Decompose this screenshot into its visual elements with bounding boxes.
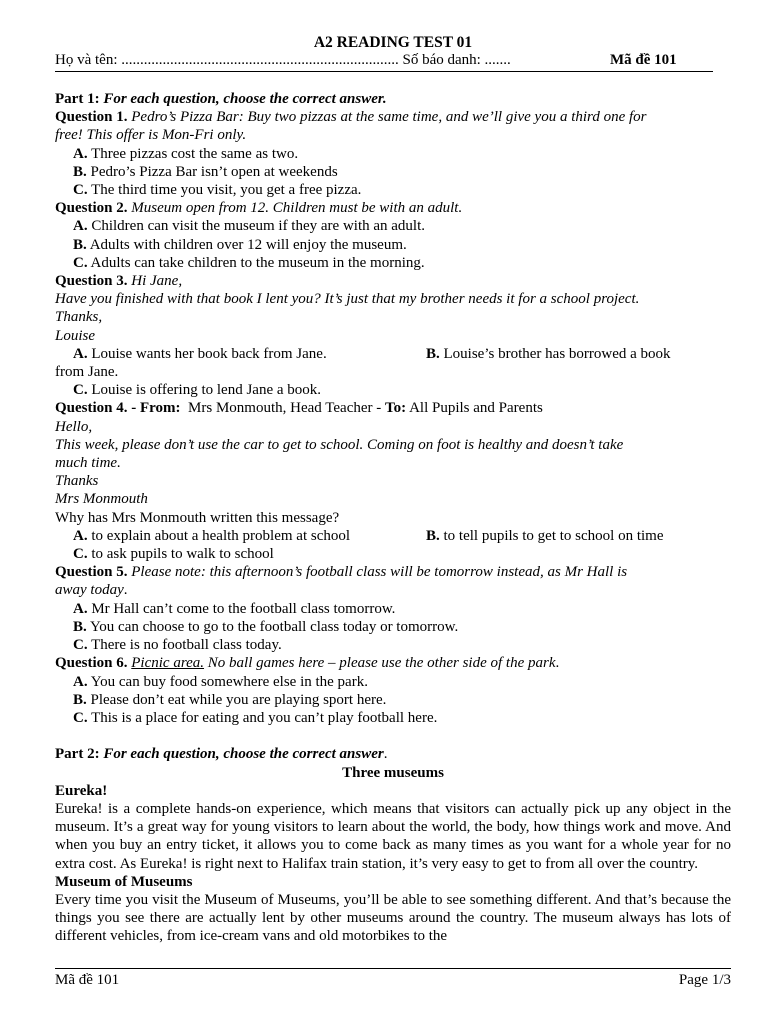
part2-reading-title: Three museums [342,764,444,781]
q6-option-a: A. You can buy food somewhere else in the park. [73,673,368,690]
q3-signature: Louise [55,327,96,344]
q1-option-a: A. Three pizzas cost the same as two. [73,145,299,162]
name-field: Họ và tên: .......................................................................... Số báo danh: ....... [55,52,511,68]
q1-option-b: B. Pedro’s Pizza Bar isn’t open at weekends [73,163,338,180]
q3-option-b: B. Louise’s brother has borrowed a book [426,345,671,362]
q2-stem: Question 2. Museum open from 12. Children must be with an adult. [55,200,463,217]
q5-option-a: A. Mr Hall can’t come to the football class tomorrow. [73,600,396,617]
q2-option-c: C. Adults can take children to the museum in the morning. [73,254,425,271]
q4-body-cont: much time. [55,455,121,472]
footer-page-number: Page 1/3 [678,972,731,988]
q3-thanks: Thanks, [55,309,103,326]
q3-option-c: C. Louise is offering to lend Jane a book. [73,382,322,399]
footer-exam-code: Mã đề 101 [55,972,120,988]
test-title: A2 READING TEST 01 [313,34,473,51]
student-info-line [55,52,713,69]
header-rule [55,71,713,72]
eureka-title: Eureka! [55,782,108,799]
exam-code: Mã đề 101 [610,52,677,68]
q1-option-c: C. The third time you visit, you get a free pizza. [73,182,362,199]
museum-of-museums-paragraph: Every time you visit the Museum of Museums, you’ll be able to see something different. And that’s because the things you see there are actually lent by other museums around the country. The museum always has lots of different vehicles, from ice-cream vans and old motorbikes to the [55,891,731,945]
q4-thanks: Thanks [55,473,99,490]
q1-stem: Question 1. Pedro’s Pizza Bar: Buy two pizzas at the same time, and we’ll give you a third one for [55,109,647,126]
q4-signature: Mrs Monmouth [55,491,148,508]
museum-of-museums-title: Museum of Museums [55,873,193,890]
part1-heading: Part 1: For each question, choose the correct answer. [55,91,387,107]
test-content [55,90,731,946]
q5-option-b: B. You can choose to go to the football class today or tomorrow. [73,618,459,635]
q4-option-b: B. to tell pupils to get to school on time [426,527,664,544]
q3-stem: Question 3. Hi Jane, [55,273,183,290]
footer-rule [55,968,731,969]
q4-question: Why has Mrs Monmouth written this message? [55,509,340,526]
q4-option-c: C. to ask pupils to walk to school [73,546,274,563]
q3-option-a: A. Louise wants her book back from Jane. [73,345,327,362]
q5-stem-cont: away today. [55,582,128,599]
q3-body: Have you finished with that book I lent you? It’s just that my brother needs it for a school project. [55,291,640,308]
q6-option-c: C. This is a place for eating and you can’t play football here. [73,709,438,726]
part2-heading: Part 2: For each question, choose the correct answer. [55,746,388,763]
q3-options-ab [55,345,731,363]
q4-option-a: A. to explain about a health problem at school [73,527,351,544]
q2-option-b: B. Adults with children over 12 will enjoy the museum. [73,236,407,253]
q1-stem-cont: free! This offer is Mon-Fri only. [55,127,247,144]
q4-options-ab [55,527,731,545]
q5-stem: Question 5. Please note: this afternoon’s football class will be tomorrow instead, as Mr Hall is [55,564,628,581]
q4-stem: Question 4. - From: Mrs Monmouth, Head Teacher - To: All Pupils and Parents [55,400,543,417]
eureka-paragraph: Eureka! is a complete hands-on experience, which means that visitors can actually pick up any object in the museum. It’s a great way for young visitors to learn about the world, the body, how things work and move. And when you buy an entry ticket, it allows you to come back as many times as you want for a whole year for no extra cost. As Eureka! is right next to Halifax train station, it’s very easy to get to from all over the country. [55,800,731,872]
q6-option-b: B. Please don’t eat while you are playing sport here. [73,691,387,708]
q5-option-c: C. There is no football class today. [73,637,282,654]
q6-stem: Question 6. Picnic area. No ball games here – please use the other side of the park. [55,655,560,672]
q4-greeting: Hello, [55,418,93,435]
spacer [55,727,731,745]
q4-body: This week, please don’t use the car to get to school. Coming on foot is healthy and doesn’t take [55,436,624,453]
q2-option-a: A. Children can visit the museum if they are with an adult. [73,218,426,235]
q3-option-b-cont: from Jane. [55,364,119,381]
